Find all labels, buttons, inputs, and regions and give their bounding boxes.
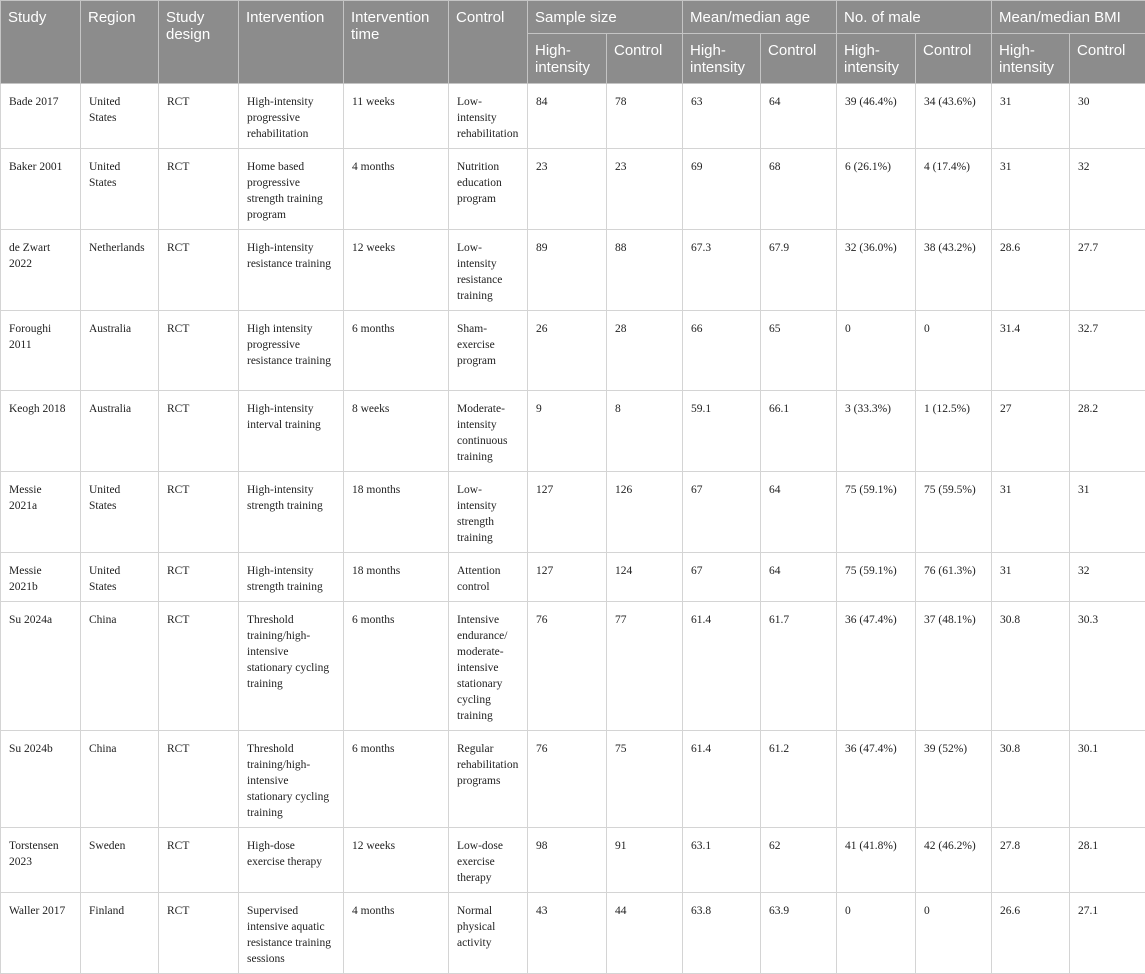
cell-age-control: 64	[761, 553, 837, 602]
cell-male-high: 36 (47.4%)	[837, 602, 916, 731]
cell-region: Australia	[81, 391, 159, 472]
cell-region: Sweden	[81, 828, 159, 893]
cell-control: Sham-exercise program	[449, 311, 528, 391]
cell-sample-control: 88	[607, 230, 683, 311]
cell-male-high: 6 (26.1%)	[837, 149, 916, 230]
cell-bmi-high: 27.8	[992, 828, 1070, 893]
cell-region: United States	[81, 84, 159, 149]
cell-sample-high: 23	[528, 149, 607, 230]
subheader-bmi-control: Control	[1070, 34, 1145, 84]
cell-intervention: High-intensity progressive rehabilitation	[239, 84, 344, 149]
cell-study-design: RCT	[159, 731, 239, 828]
cell-control: Nutrition education program	[449, 149, 528, 230]
cell-control: Low-dose exercise therapy	[449, 828, 528, 893]
cell-control: Low-intensity rehabilitation	[449, 84, 528, 149]
cell-study: Keogh 2018	[1, 391, 81, 472]
cell-bmi-high: 31	[992, 84, 1070, 149]
cell-bmi-control: 32	[1070, 149, 1145, 230]
cell-bmi-high: 27	[992, 391, 1070, 472]
cell-region: Australia	[81, 311, 159, 391]
cell-control: Attention control	[449, 553, 528, 602]
cell-intervention: High intensity progressive resistance training	[239, 311, 344, 391]
table-row	[1, 472, 1145, 553]
header-row	[1, 1, 1145, 34]
cell-male-high: 0	[837, 311, 916, 391]
cell-male-high: 32 (36.0%)	[837, 230, 916, 311]
cell-intervention: High-intensity strength training	[239, 553, 344, 602]
cell-study: Waller 2017	[1, 893, 81, 974]
cell-bmi-high: 31	[992, 149, 1070, 230]
cell-intervention-time: 4 months	[344, 149, 449, 230]
table-row	[1, 149, 1145, 230]
cell-sample-control: 44	[607, 893, 683, 974]
cell-region: Finland	[81, 893, 159, 974]
col-header-study-design: Study design	[159, 1, 239, 84]
col-header-male: No. of male	[837, 1, 992, 34]
cell-sample-high: 127	[528, 553, 607, 602]
table-row	[1, 893, 1145, 974]
cell-control: Intensive endurance/ moderate-intensive stationary cycling training	[449, 602, 528, 731]
cell-sample-control: 23	[607, 149, 683, 230]
cell-male-control: 75 (59.5%)	[916, 472, 992, 553]
cell-sample-control: 91	[607, 828, 683, 893]
cell-intervention: High-intensity strength training	[239, 472, 344, 553]
cell-study-design: RCT	[159, 828, 239, 893]
cell-study: de Zwart 2022	[1, 230, 81, 311]
cell-age-control: 64	[761, 472, 837, 553]
cell-intervention-time: 18 months	[344, 553, 449, 602]
cell-sample-high: 9	[528, 391, 607, 472]
cell-male-high: 3 (33.3%)	[837, 391, 916, 472]
cell-bmi-high: 31	[992, 553, 1070, 602]
cell-bmi-high: 28.6	[992, 230, 1070, 311]
subheader-bmi-high: High-intensity	[992, 34, 1070, 84]
cell-male-control: 0	[916, 311, 992, 391]
cell-male-control: 4 (17.4%)	[916, 149, 992, 230]
cell-male-control: 42 (46.2%)	[916, 828, 992, 893]
cell-bmi-control: 32.7	[1070, 311, 1145, 391]
cell-sample-control: 124	[607, 553, 683, 602]
cell-sample-high: 98	[528, 828, 607, 893]
table-row	[1, 230, 1145, 311]
cell-age-control: 64	[761, 84, 837, 149]
cell-sample-high: 127	[528, 472, 607, 553]
col-header-intervention-time: Intervention time	[344, 1, 449, 84]
cell-age-high: 61.4	[683, 602, 761, 731]
cell-age-high: 67	[683, 553, 761, 602]
cell-intervention-time: 11 weeks	[344, 84, 449, 149]
subheader-age-control: Control	[761, 34, 837, 84]
cell-sample-control: 8	[607, 391, 683, 472]
cell-intervention: High-intensity resistance training	[239, 230, 344, 311]
cell-intervention-time: 18 months	[344, 472, 449, 553]
cell-control: Regular rehabilitation programs	[449, 731, 528, 828]
cell-age-high: 63.1	[683, 828, 761, 893]
cell-bmi-control: 27.7	[1070, 230, 1145, 311]
col-header-bmi: Mean/median BMI	[992, 1, 1145, 34]
col-header-region: Region	[81, 1, 159, 84]
cell-region: Netherlands	[81, 230, 159, 311]
cell-male-high: 75 (59.1%)	[837, 553, 916, 602]
subheader-sample-high: High-intensity	[528, 34, 607, 84]
cell-intervention: Threshold training/high-intensive stationary cycling training	[239, 602, 344, 731]
cell-bmi-control: 30.1	[1070, 731, 1145, 828]
cell-intervention: High-intensity interval training	[239, 391, 344, 472]
cell-age-control: 61.2	[761, 731, 837, 828]
cell-intervention: Home based progressive strength training program	[239, 149, 344, 230]
cell-study-design: RCT	[159, 391, 239, 472]
cell-male-control: 1 (12.5%)	[916, 391, 992, 472]
cell-male-control: 38 (43.2%)	[916, 230, 992, 311]
cell-bmi-control: 30.3	[1070, 602, 1145, 731]
cell-sample-control: 28	[607, 311, 683, 391]
cell-age-control: 65	[761, 311, 837, 391]
cell-bmi-high: 31.4	[992, 311, 1070, 391]
cell-age-high: 67.3	[683, 230, 761, 311]
cell-male-high: 75 (59.1%)	[837, 472, 916, 553]
cell-male-high: 41 (41.8%)	[837, 828, 916, 893]
cell-bmi-high: 26.6	[992, 893, 1070, 974]
cell-male-high: 39 (46.4%)	[837, 84, 916, 149]
table-row	[1, 828, 1145, 893]
cell-intervention-time: 6 months	[344, 311, 449, 391]
cell-sample-control: 78	[607, 84, 683, 149]
cell-age-high: 63.8	[683, 893, 761, 974]
cell-intervention-time: 6 months	[344, 731, 449, 828]
table-row	[1, 731, 1145, 828]
cell-age-high: 69	[683, 149, 761, 230]
cell-region: China	[81, 731, 159, 828]
cell-region: United States	[81, 553, 159, 602]
cell-age-high: 67	[683, 472, 761, 553]
cell-bmi-high: 31	[992, 472, 1070, 553]
cell-study-design: RCT	[159, 84, 239, 149]
col-header-sample-size: Sample size	[528, 1, 683, 34]
col-header-control: Control	[449, 1, 528, 84]
subheader-male-control: Control	[916, 34, 992, 84]
col-header-study: Study	[1, 1, 81, 84]
cell-study: Su 2024b	[1, 731, 81, 828]
table-row	[1, 553, 1145, 602]
cell-intervention-time: 4 months	[344, 893, 449, 974]
cell-age-high: 61.4	[683, 731, 761, 828]
cell-intervention: Threshold training/high-intensive stationary cycling training	[239, 731, 344, 828]
cell-sample-control: 77	[607, 602, 683, 731]
cell-bmi-control: 32	[1070, 553, 1145, 602]
cell-male-control: 39 (52%)	[916, 731, 992, 828]
subheader-sample-control: Control	[607, 34, 683, 84]
cell-intervention: High-dose exercise therapy	[239, 828, 344, 893]
cell-study-design: RCT	[159, 230, 239, 311]
cell-intervention-time: 12 weeks	[344, 828, 449, 893]
cell-sample-high: 84	[528, 84, 607, 149]
cell-control: Normal physical activity	[449, 893, 528, 974]
cell-age-control: 68	[761, 149, 837, 230]
cell-intervention-time: 8 weeks	[344, 391, 449, 472]
cell-region: China	[81, 602, 159, 731]
cell-study: Su 2024a	[1, 602, 81, 731]
cell-sample-high: 43	[528, 893, 607, 974]
cell-control: Low-intensity strength training	[449, 472, 528, 553]
cell-bmi-control: 31	[1070, 472, 1145, 553]
cell-study-design: RCT	[159, 472, 239, 553]
cell-study: Messie 2021b	[1, 553, 81, 602]
col-header-intervention: Intervention	[239, 1, 344, 84]
cell-age-control: 62	[761, 828, 837, 893]
cell-sample-high: 76	[528, 731, 607, 828]
cell-bmi-high: 30.8	[992, 731, 1070, 828]
cell-age-high: 59.1	[683, 391, 761, 472]
cell-bmi-control: 28.2	[1070, 391, 1145, 472]
table-row	[1, 84, 1145, 149]
cell-region: United States	[81, 149, 159, 230]
cell-intervention: Supervised intensive aquatic resistance training sessions	[239, 893, 344, 974]
cell-study-design: RCT	[159, 553, 239, 602]
cell-male-high: 0	[837, 893, 916, 974]
cell-bmi-control: 27.1	[1070, 893, 1145, 974]
cell-study-design: RCT	[159, 602, 239, 731]
subheader-male-high: High-intensity	[837, 34, 916, 84]
cell-region: United States	[81, 472, 159, 553]
cell-control: Moderate-intensity continuous training	[449, 391, 528, 472]
cell-male-control: 34 (43.6%)	[916, 84, 992, 149]
cell-age-high: 66	[683, 311, 761, 391]
cell-control: Low-intensity resistance training	[449, 230, 528, 311]
cell-study-design: RCT	[159, 893, 239, 974]
cell-bmi-high: 30.8	[992, 602, 1070, 731]
subheader-age-high: High-intensity	[683, 34, 761, 84]
cell-bmi-control: 30	[1070, 84, 1145, 149]
table-row	[1, 602, 1145, 731]
table-body	[1, 84, 1145, 974]
cell-male-control: 37 (48.1%)	[916, 602, 992, 731]
cell-intervention-time: 12 weeks	[344, 230, 449, 311]
cell-sample-high: 76	[528, 602, 607, 731]
cell-male-control: 76 (61.3%)	[916, 553, 992, 602]
cell-sample-control: 75	[607, 731, 683, 828]
cell-study: Bade 2017	[1, 84, 81, 149]
cell-intervention-time: 6 months	[344, 602, 449, 731]
cell-male-control: 0	[916, 893, 992, 974]
cell-study: Messie 2021a	[1, 472, 81, 553]
cell-study: Baker 2001	[1, 149, 81, 230]
cell-sample-control: 126	[607, 472, 683, 553]
cell-age-control: 63.9	[761, 893, 837, 974]
cell-age-high: 63	[683, 84, 761, 149]
col-header-age: Mean/median age	[683, 1, 837, 34]
cell-sample-high: 89	[528, 230, 607, 311]
cell-age-control: 61.7	[761, 602, 837, 731]
cell-age-control: 67.9	[761, 230, 837, 311]
cell-study: Foroughi 2011	[1, 311, 81, 391]
cell-study: Torstensen 2023	[1, 828, 81, 893]
cell-male-high: 36 (47.4%)	[837, 731, 916, 828]
table-row	[1, 391, 1145, 472]
cell-study-design: RCT	[159, 311, 239, 391]
table-row	[1, 311, 1145, 391]
cell-sample-high: 26	[528, 311, 607, 391]
cell-age-control: 66.1	[761, 391, 837, 472]
cell-study-design: RCT	[159, 149, 239, 230]
cell-bmi-control: 28.1	[1070, 828, 1145, 893]
